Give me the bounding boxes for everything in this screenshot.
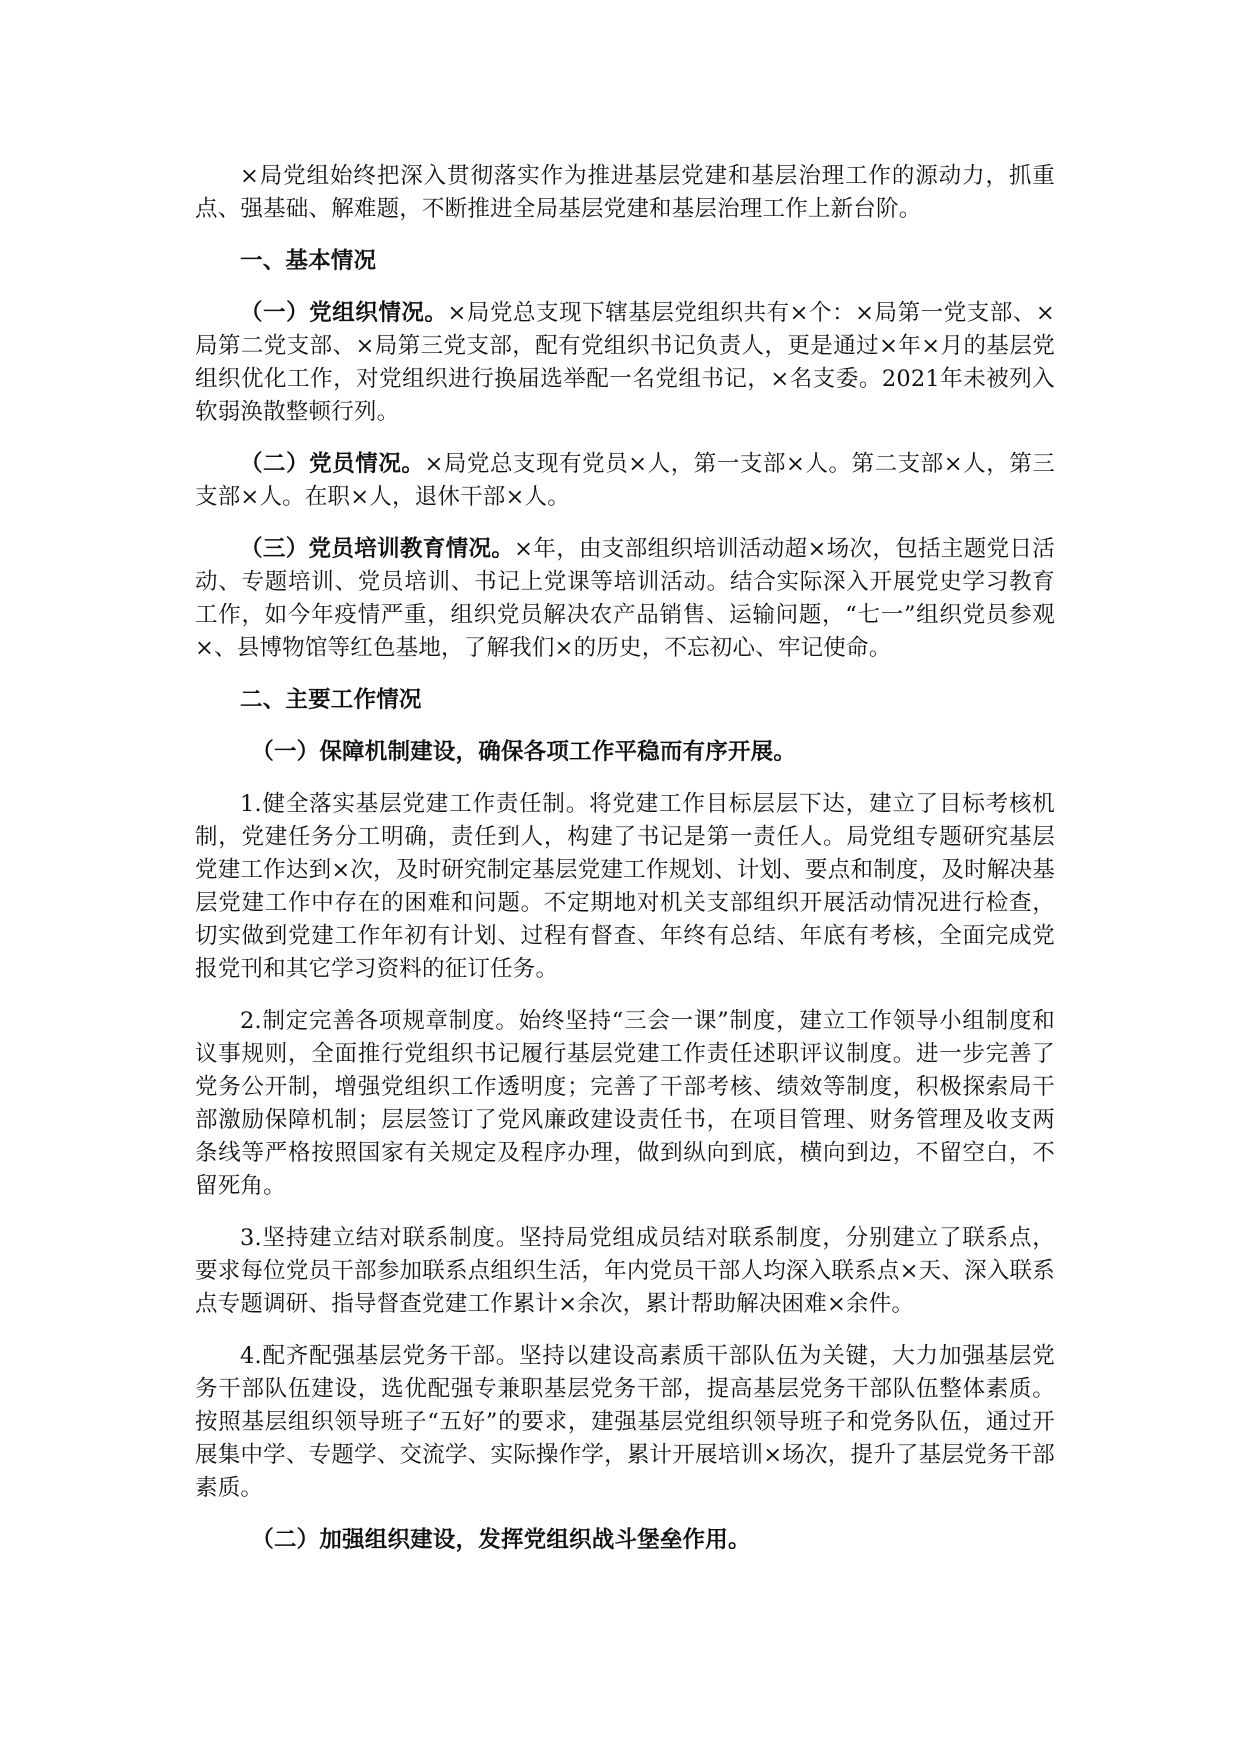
section-heading-main-work: 二、主要工作情况 bbox=[240, 687, 422, 713]
section-heading-basic-situation: 一、基本情况 bbox=[240, 248, 377, 274]
party-members-paragraph bbox=[195, 448, 1055, 514]
paragraph-lead: （一）党组织情况。 bbox=[240, 300, 448, 326]
intro-paragraph: ×局党组始终把深入贯彻落实作为推进基层党建和基层治理工作的源动力，抓重点、强基础、解难题，不断推进全局基层党建和基层治理工作上新台阶。 bbox=[195, 163, 1055, 222]
paragraph-text: ×局党总支现有党员×人，第一支部×人。第二支部×人，第三支部×人。在职×人，退休干部×人。 bbox=[195, 451, 1055, 510]
party-organization-paragraph bbox=[195, 297, 1055, 429]
subsection-heading-organization: （二）加强组织建设，发挥党组织战斗堡垒作用。 bbox=[251, 1527, 751, 1553]
liaison-system-paragraph: 3.坚持建立结对联系制度。坚持局党组成员结对联系制度，分别建立了联系点，要求每位党员干部参加联系点组织生活，年内党员干部人均深入联系点×天、深入联系点专题调研、指导督查党建工作累计×余次，累计帮助解决困难×余件。 bbox=[195, 1225, 1055, 1317]
rules-system-paragraph: 2.制定完善各项规章制度。始终坚持“三会一课”制度，建立工作领导小组制度和议事规则，全面推行党组织书记履行基层党建工作责任述职评议制度。进一步完善了党务公开制，增强党组织工作透明度；完善了干部考核、绩效等制度，积极探索局干部激励保障机制；层层签订了党风廉政建设责任书，在项目管理、财务管理及收支两条线等严格按照国家有关规定及程序办理，做到纵向到底，横向到边，不留空白，不留死角。 bbox=[195, 1008, 1055, 1199]
paragraph-text: ×年，由支部组织培训活动超×场次，包括主题党日活动、专题培训、党员培训、书记上党课等培训活动。结合实际深入开展党史学习教育工作，如今年疫情严重，组织党员解决农产品销售、运输问题，“七一”组织党员参观×、县博物馆等红色基地，了解我们×的历史，不忘初心、牢记使命。 bbox=[195, 536, 1055, 661]
party-cadres-paragraph: 4.配齐配强基层党务干部。坚持以建设高素质干部队伍为关键，大力加强基层党务干部队伍建设，选优配强专兼职基层党务干部，提高基层党务干部队伍整体素质。按照基层组织领导班子“五好”的要求，建强基层党组织领导班子和党务队伍，通过开展集中学、专题学、交流学、实际操作学，累计开展培训×场次，提升了基层党务干部素质。 bbox=[195, 1343, 1055, 1501]
paragraph-lead: （三）党员培训教育情况。 bbox=[240, 536, 515, 562]
subsection-heading-mechanism: （一）保障机制建设，确保各项工作平稳而有序开展。 bbox=[251, 739, 797, 765]
paragraph-text: ×局党总支现下辖基层党组织共有×个：×局第一党支部、×局第二党支部、×局第三党支部，配有党组织书记负责人，更是通过×年×月的基层党组织优化工作，对党组织进行换届选举配一名党组书记，×名支委。2021年未被列入软弱涣散整顿行列。 bbox=[195, 300, 1055, 425]
document-page bbox=[195, 160, 1055, 1576]
member-training-paragraph bbox=[195, 533, 1055, 665]
responsibility-system-paragraph: 1.健全落实基层党建工作责任制。将党建工作目标层层下达，建立了目标考核机制，党建任务分工明确，责任到人，构建了书记是第一责任人。局党组专题研究基层党建工作达到×次，及时研究制定基层党建工作规划、计划、要点和制度，及时解决基层党建工作中存在的困难和问题。不定期地对机关支部组织开展活动情况进行检查，切实做到党建工作年初有计划、过程有督查、年终有总结、年底有考核，全面完成党报党刊和其它学习资料的征订任务。 bbox=[195, 791, 1055, 982]
paragraph-lead: （二）党员情况。 bbox=[240, 451, 425, 477]
